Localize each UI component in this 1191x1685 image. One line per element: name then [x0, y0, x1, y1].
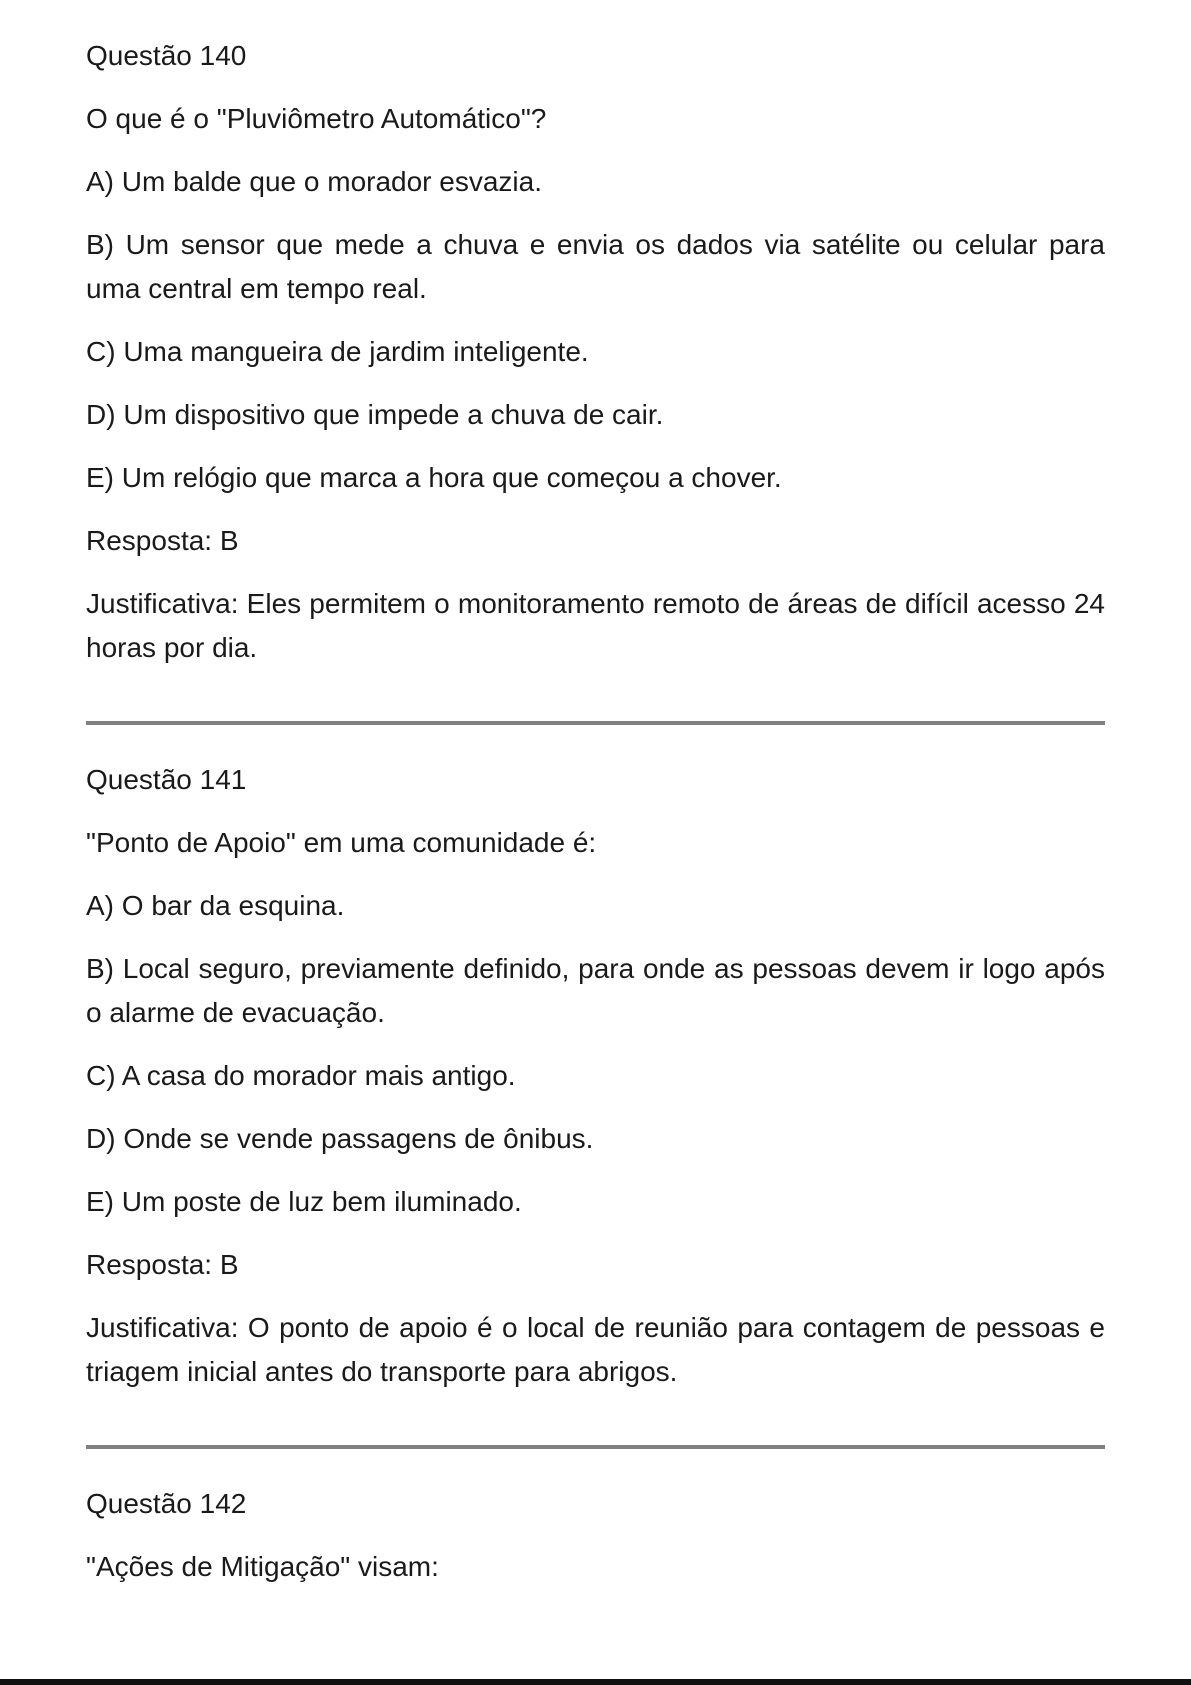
- option-c: C) Uma mangueira de jardim inteligente.: [86, 336, 589, 367]
- question-prompt: "Ponto de Apoio" em uma comunidade é:: [86, 827, 597, 858]
- option-e: E) Um relógio que marca a hora que começou a chover.: [86, 462, 782, 493]
- question-number: Questão 142: [86, 1488, 247, 1519]
- question-140: [86, 34, 1105, 670]
- question-142: [86, 1482, 1105, 1589]
- answer: Resposta: B: [86, 1249, 239, 1280]
- option-d: D) Um dispositivo que impede a chuva de cair.: [86, 399, 664, 430]
- option-d: D) Onde se vende passagens de ônibus.: [86, 1123, 594, 1154]
- justification: Justificativa: O ponto de apoio é o local de reunião para contagem de pessoas e triagem inicial antes do transporte para abrigos.: [86, 1312, 1105, 1387]
- option-e: E) Um poste de luz bem iluminado.: [86, 1186, 522, 1217]
- answer: Resposta: B: [86, 525, 239, 556]
- document-content: [86, 34, 1105, 1608]
- option-c: C) A casa do morador mais antigo.: [86, 1060, 516, 1091]
- question-number: Questão 140: [86, 40, 247, 71]
- question-141: [86, 758, 1105, 1394]
- justification: Justificativa: Eles permitem o monitoramento remoto de áreas de difícil acesso 24 horas por dia.: [86, 588, 1105, 663]
- page-bottom-edge: [0, 1679, 1191, 1685]
- question-prompt: "Ações de Mitigação" visam:: [86, 1551, 439, 1582]
- section-divider: [86, 1445, 1105, 1449]
- option-a: A) O bar da esquina.: [86, 890, 345, 921]
- section-divider: [86, 721, 1105, 725]
- question-prompt: O que é o "Pluviômetro Automático"?: [86, 103, 547, 134]
- option-a: A) Um balde que o morador esvazia.: [86, 166, 542, 197]
- question-number: Questão 141: [86, 764, 247, 795]
- option-b: B) Um sensor que mede a chuva e envia os dados via satélite ou celular para uma central em tempo real.: [86, 229, 1105, 304]
- option-b: B) Local seguro, previamente definido, para onde as pessoas devem ir logo após o alarme de evacuação.: [86, 953, 1105, 1028]
